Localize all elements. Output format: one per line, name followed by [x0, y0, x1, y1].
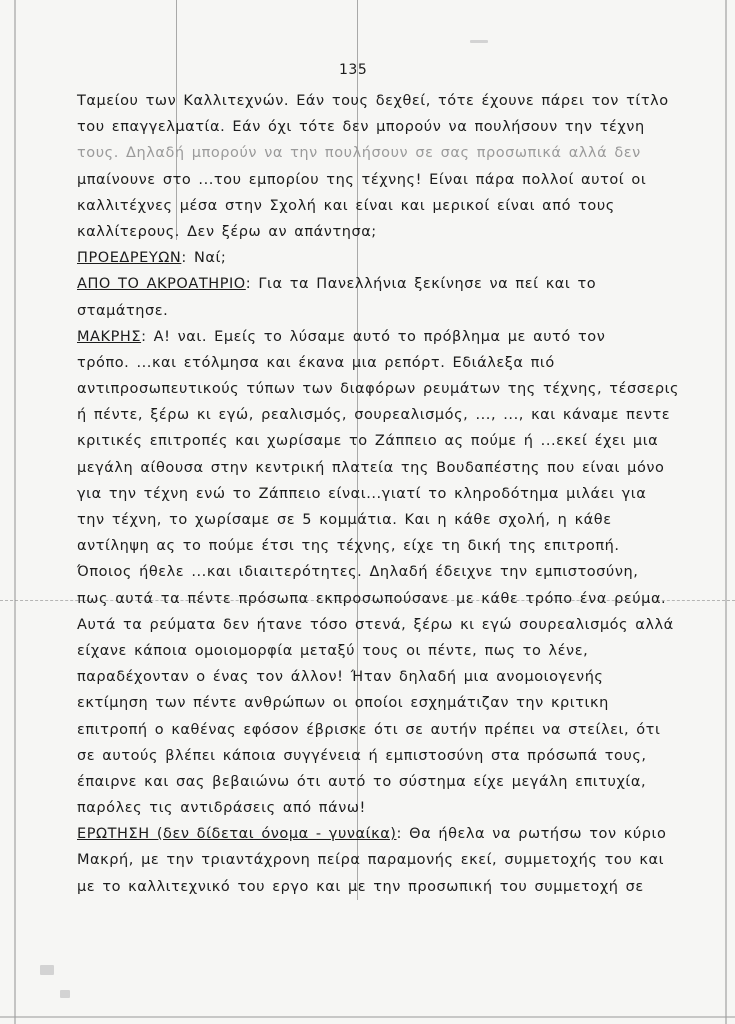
text-line — [77, 507, 622, 533]
text-line — [77, 795, 622, 821]
scan-edge-bottom — [0, 1016, 735, 1018]
line-text: αντίληψη ας το πούμε έτσι της τέχνης, είχε τη δική της επιτροπή. — [77, 538, 620, 555]
scan-speck — [60, 990, 70, 998]
line-text: σε αυτούς βλέπει κάποια συγγένεια ή εμπιστοσύνη στα πρόσωπά τους, — [77, 747, 647, 764]
text-line — [77, 350, 622, 376]
page-number: 135 — [339, 62, 368, 78]
text-line — [77, 638, 622, 664]
text-line — [77, 167, 647, 193]
text-line — [77, 533, 622, 559]
text-line — [77, 428, 659, 454]
line-text: καλλιτέχνες μέσα στην Σχολή και είναι και μερικοί είναι από τους — [77, 197, 615, 214]
text-line — [77, 612, 674, 638]
text-line — [77, 743, 647, 769]
text-line — [77, 586, 667, 612]
line-text: Ταμείου των Καλλιτεχνών. Εάν τους δεχθεί, τότε έχουνε πάρει τον τίτλο — [77, 93, 669, 109]
line-text: Αυτά τα ρεύματα δεν ήτανε τόσο στενά, ξέρω κι εγώ σουρεαλισμός αλλά — [77, 616, 674, 633]
text-line — [77, 324, 622, 350]
text-line — [77, 271, 622, 297]
line-text: για την τέχνη ενώ το Ζάππειο είναι...γιατί το κληροδότημα μιλάει για — [77, 485, 647, 502]
line-text: : Για τα Πανελλήνια ξεκίνησε να πεί και το — [245, 276, 597, 293]
line-text: είχανε κάποια ομοιομορφία μεταξύ τους οι πέντε, πως το λένε, — [77, 642, 589, 659]
text-line — [77, 769, 647, 795]
line-text: παρόλες τις αντιδράσεις από πάνω! — [77, 800, 366, 817]
speaker-label: ΜΑΚΡΗΣ — [77, 328, 142, 345]
line-text: αντιπροσωπευτικούς τύπων των διαφόρων ρευμάτων της τέχνης, τέσσερις — [77, 381, 680, 398]
text-line — [77, 376, 680, 402]
line-text: με το καλλιτεχνικό του εργο και με την προσωπική του συμμετοχή σε — [77, 878, 644, 895]
text-line — [77, 402, 671, 428]
text-line — [77, 559, 639, 585]
text-line — [77, 219, 622, 245]
line-text: του επαγγελματία. Εάν όχι τότε δεν μπορούν να πουλήσουν την τέχνη — [77, 119, 645, 136]
line-text: τους. Δηλαδή μπορούν να την πουλήσουν σε σας προσωπικά αλλά δεν — [77, 145, 641, 162]
line-text: επιτροπή ο καθένας εφόσον έβρισκε ότι σε αυτήν πρέπει να στείλει, ότι — [77, 721, 661, 738]
line-text: ή πέντε, ξέρω κι εγώ, ρεαλισμός, σουρεαλισμός, ..., ..., και κάναμε πεντε — [77, 407, 671, 424]
scan-edge-left — [14, 0, 16, 1024]
line-text: μεγάλη αίθουσα στην κεντρική πλατεία της Βουδαπέστης που είναι μόνο — [77, 459, 665, 476]
line-text: μπαίνουνε στο ...του εμπορίου της τέχνης! Είναι πάρα πολλοί αυτοί οι — [77, 171, 647, 188]
line-text: σταμάτησε. — [77, 302, 169, 319]
text-line — [77, 88, 669, 114]
line-text: την τέχνη, το χωρίσαμε σε 5 κομμάτια. Και η κάθε σχολή, η κάθε — [77, 512, 612, 528]
text-line — [77, 847, 665, 873]
text-line — [77, 298, 622, 324]
line-text: Μακρή, με την τριαντάχρονη πείρα παραμονής εκεί, συμμετοχής του και — [77, 852, 665, 869]
text-line — [77, 874, 644, 900]
speaker-label: ΕΡΩΤΗΣΗ (δεν δίδεται όνομα - γυναίκα) — [77, 826, 397, 843]
line-text: : Ναί; — [181, 250, 227, 267]
text-line — [77, 664, 622, 690]
line-text: : Θα ήθελα να ρωτήσω τον κύριο — [396, 826, 667, 843]
scan-speck — [470, 40, 488, 43]
text-line — [77, 245, 622, 271]
line-text: Όποιος ήθελε ...και ιδιαιτερότητες. Δηλαδή έδειχνε την εμπιστοσύνη, — [77, 564, 639, 581]
line-text: έπαιρνε και σας βεβαιώνω ότι αυτό το σύστημα είχε μεγάλη επιτυχία, — [77, 773, 647, 790]
line-text: πως αυτά τα πέντε πρόσωπα εκπροσωπούσανε με κάθε τρόπο ένα ρεύμα. — [77, 590, 667, 607]
line-text: εκτίμηση των πέντε ανθρώπων οι οποίοι εσχημάτιζαν την κριτικη — [77, 695, 609, 712]
text-line — [77, 717, 661, 743]
line-text: κριτικές επιτροπές και χωρίσαμε το Ζάππειο ας πούμε ή ...εκεί έχει μια — [77, 433, 659, 450]
scan-speck — [40, 965, 54, 975]
speaker-label: ΠΡΟΕΔΡΕΥΩΝ — [77, 250, 182, 267]
text-line — [77, 114, 645, 140]
text-line — [77, 193, 622, 219]
text-line — [77, 481, 647, 507]
text-line — [77, 690, 622, 716]
text-line — [77, 140, 641, 166]
line-text: παραδέχονταν ο ένας τον άλλον! Ήταν δηλαδή μια ανομοιογενής — [77, 669, 604, 686]
text-line — [77, 821, 667, 847]
speaker-label: ΑΠΟ ΤΟ ΑΚΡΟΑΤΗΡΙΟ — [77, 276, 246, 293]
text-line — [77, 455, 665, 481]
scan-edge-right — [725, 0, 727, 1024]
line-text: τρόπο. ...και ετόλμησα και έκανα μια ρεπόρτ. Εδιάλεξα πιό — [77, 354, 555, 371]
line-text: καλλίτερους. Δεν ξέρω αν απάντησα; — [77, 223, 377, 240]
transcript-body — [77, 88, 680, 900]
line-text: : Α! ναι. Εμείς το λύσαμε αυτό το πρόβλημα με αυτό τον — [141, 328, 606, 345]
